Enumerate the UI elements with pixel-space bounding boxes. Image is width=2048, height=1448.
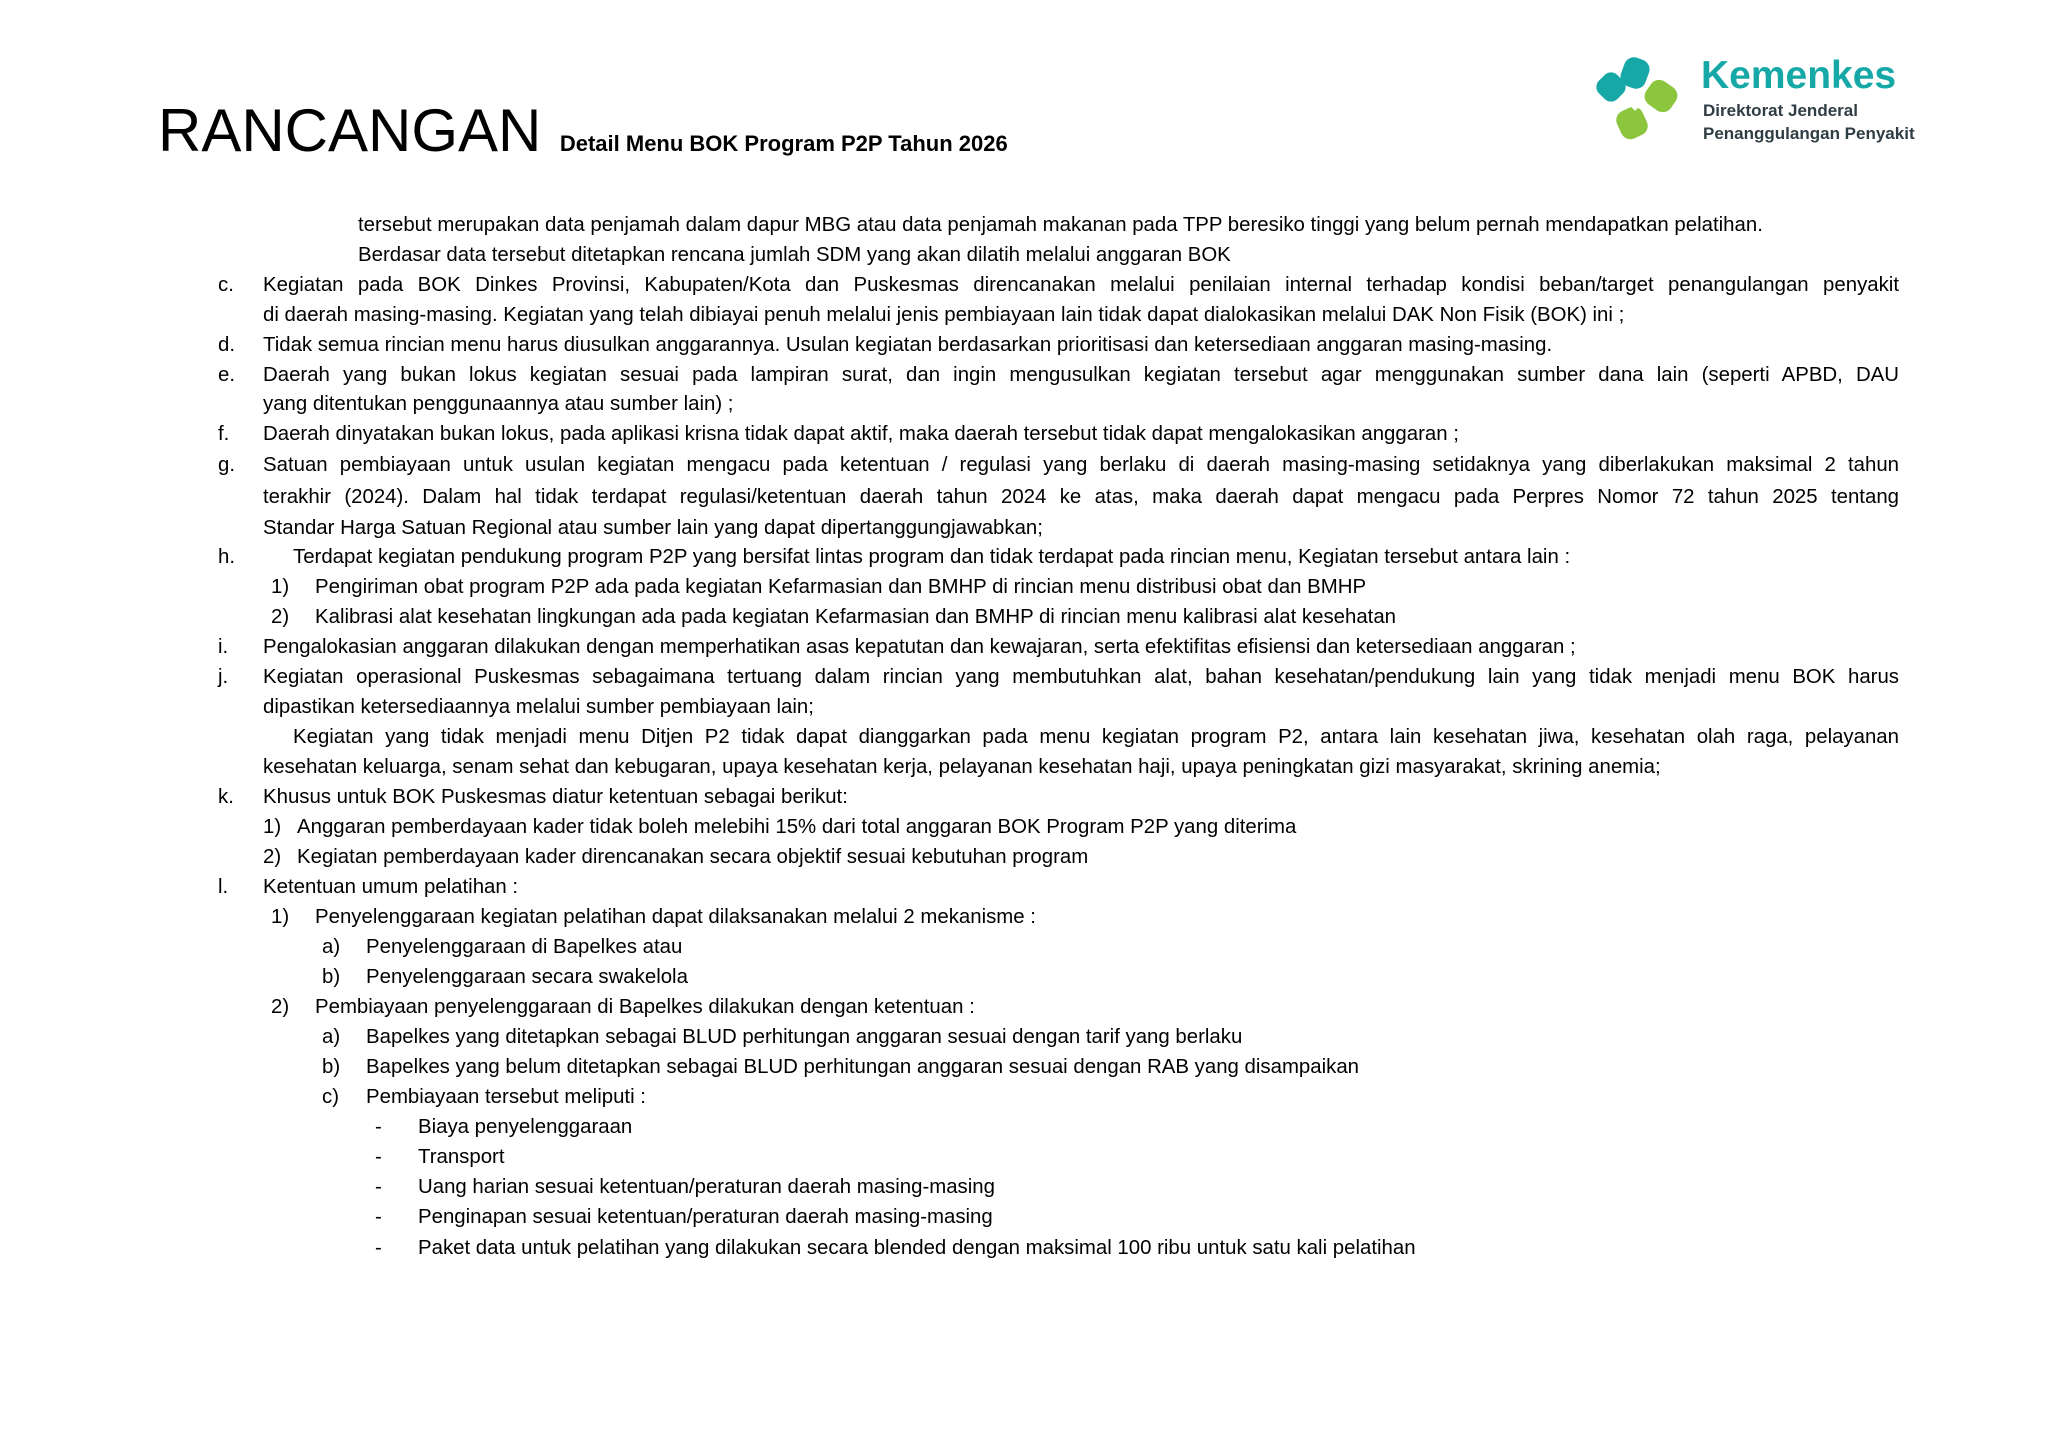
list-item-text: Satuan pembiayaan untuk usulan kegiatan mengacu pada ketentuan / regulasi yang berlaku di daerah masing-masing setidaknya yang diberlakukan maksimal 2 tahun [263,454,1899,476]
list-item-text: Daerah dinyatakan bukan lokus, pada aplikasi krisna tidak dapat aktif, maka daerah tersebut tidak dapat mengalokasikan anggaran ; [263,423,1459,445]
sub-sub-list-text: Penyelenggaraan di Bapelkes atau [366,936,683,958]
sub-list-marker: 2) [271,996,290,1018]
list-item-text: yang ditentukan penggunaannya atau sumber lain) ; [263,393,734,415]
page-subtitle: Detail Menu BOK Program P2P Tahun 2026 [559,131,1008,156]
kemenkes-logo [1588,54,1958,154]
bullet-text: Paket data untuk pelatihan yang dilakukan secara blended dengan maksimal 100 ribu untuk satu kali pelatihan [418,1237,1416,1259]
sub-list-marker: 1) [263,816,282,838]
list-item-text: Daerah yang bukan lokus kegiatan sesuai pada lampiran surat, dan ingin mengusulkan kegiatan tersebut agar menggunakan sumber dana lain (seperti APBD, DAU [263,364,1899,386]
intro-line: tersebut merupakan data penjamah dalam dapur MBG atau data penjamah makanan pada TPP beresiko tinggi yang belum pernah mendapatkan pelatihan. [358,214,1763,236]
sub-list-marker: 2) [271,606,290,628]
list-item-text: terakhir (2024). Dalam hal tidak terdapat regulasi/ketentuan daerah tahun 2024 ke atas, maka daerah dapat mengacu pada Perpres Nomor 72 tahun 2025 tentang [263,486,1899,508]
list-item-text: di daerah masing-masing. Kegiatan yang telah dibiayai penuh melalui jenis pembiayaan lain tidak dapat dialokasikan melalui DAK Non Fisik (BOK) ini ; [263,304,1625,326]
sub-list-marker: 1) [271,906,290,928]
sub-sub-list-marker: b) [322,1056,341,1078]
bullet-text: Uang harian sesuai ketentuan/peraturan daerah masing-masing [418,1176,995,1198]
list-item-text: Kegiatan pada BOK Dinkes Provinsi, Kabupaten/Kota dan Puskesmas direncanakan melalui penilaian internal terhadap kondisi beban/target penangulangan penyakit [263,274,1899,296]
sub-list-text: Kalibrasi alat kesehatan lingkungan ada pada kegiatan Kefarmasian dan BMHP di rincian menu kalibrasi alat kesehatan [315,606,1397,628]
logo-subtitle-line2: Penanggulangan Penyakit [1703,124,1915,143]
sub-sub-list-marker: c) [322,1086,339,1108]
sub-list-marker: 1) [271,576,290,598]
sub-sub-list-marker: a) [322,936,341,958]
sub-list-marker: 2) [263,846,282,868]
list-marker: k. [218,786,234,808]
list-item-text: Standar Harga Satuan Regional atau sumber lain yang dapat dipertanggungjawabkan; [263,517,1043,539]
bullet-text: Biaya penyelenggaraan [418,1116,633,1138]
list-item-text: Ketentuan umum pelatihan : [263,876,519,898]
sub-sub-list-marker: b) [322,966,341,988]
sub-list-text: Anggaran pemberdayaan kader tidak boleh melebihi 15% dari total anggaran BOK Program P2P yang diterima [297,816,1297,838]
sub-sub-list-text: Pembiayaan tersebut meliputi : [366,1086,646,1108]
list-item-text: Terdapat kegiatan pendukung program P2P yang bersifat lintas program dan tidak terdapat pada rincian menu, Kegiatan tersebut antara lain : [293,546,1571,568]
bullet-marker: - [375,1146,382,1168]
sub-sub-list-text: Bapelkes yang belum ditetapkan sebagai BLUD perhitungan anggaran sesuai dengan RAB yang disampaikan [366,1056,1360,1078]
sub-list-text: Pengiriman obat program P2P ada pada kegiatan Kefarmasian dan BMHP di rincian menu distribusi obat dan BMHP [315,576,1367,598]
list-marker: j. [218,666,229,688]
list-marker: d. [218,334,236,356]
bullet-marker: - [375,1176,382,1198]
document-header [158,96,1008,165]
list-marker: e. [218,364,236,386]
list-item-text: Kegiatan yang tidak menjadi menu Ditjen P2 tidak dapat dianggarkan pada menu kegiatan program P2, antara lain kesehatan jiwa, kesehatan olah raga, pelayanan [293,726,1899,748]
bullet-marker: - [375,1116,382,1138]
sub-list-text: Pembiayaan penyelenggaraan di Bapelkes dilakukan dengan ketentuan : [315,996,975,1018]
list-marker: c. [218,274,234,296]
list-item-text: Tidak semua rincian menu harus diusulkan anggarannya. Usulan kegiatan berdasarkan prioritisasi dan ketersediaan anggaran masing-masing. [263,334,1553,356]
kemenkes-emblem-icon [1588,54,1688,149]
list-marker: i. [218,636,229,658]
list-item-text: dipastikan ketersediaannya melalui sumber pembiayaan lain; [263,696,814,718]
list-marker: f. [218,423,230,445]
sub-sub-list-marker: a) [322,1026,341,1048]
sub-sub-list-text: Bapelkes yang ditetapkan sebagai BLUD perhitungan anggaran sesuai dengan tarif yang berlaku [366,1026,1243,1048]
intro-line: Berdasar data tersebut ditetapkan rencana jumlah SDM yang akan dilatih melalui anggaran BOK [358,244,1231,266]
list-item-text: Pengalokasian anggaran dilakukan dengan memperhatikan asas kepatutan dan kewajaran, serta efektifitas efisiensi dan ketersediaan anggaran ; [263,636,1576,658]
page-title: RANCANGAN [158,97,542,164]
sub-sub-list-text: Penyelenggaraan secara swakelola [366,966,688,988]
list-item-text: kesehatan keluarga, senam sehat dan kebugaran, upaya kesehatan kerja, pelayanan kesehatan haji, upaya peningkatan gizi masyarakat, skrining anemia; [263,756,1661,778]
logo-subtitle-line1: Direktorat Jenderal [1703,101,1858,120]
list-item-text: Kegiatan operasional Puskesmas sebagaimana tertuang dalam rincian yang membutuhkan alat, bahan kesehatan/pendukung lain yang tidak menjadi menu BOK harus [263,666,1899,688]
bullet-marker: - [375,1237,382,1259]
list-item-text: Khusus untuk BOK Puskesmas diatur ketentuan sebagai berikut: [263,786,848,808]
list-marker: g. [218,454,236,476]
bullet-text: Penginapan sesuai ketentuan/peraturan daerah masing-masing [418,1206,993,1228]
list-marker: l. [218,876,229,898]
list-marker: h. [218,546,236,568]
sub-list-text: Penyelenggaraan kegiatan pelatihan dapat dilaksanakan melalui 2 mekanisme : [315,906,1036,928]
logo-name: Kemenkes [1701,54,1897,97]
bullet-text: Transport [418,1146,505,1168]
sub-list-text: Kegiatan pemberdayaan kader direncanakan secara objektif sesuai kebutuhan program [297,846,1089,868]
bullet-marker: - [375,1206,382,1228]
